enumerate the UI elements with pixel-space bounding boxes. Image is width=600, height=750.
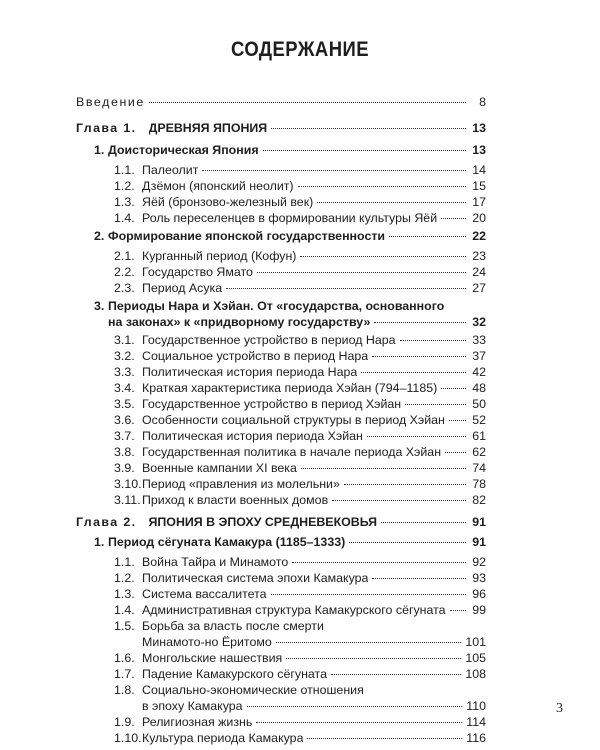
leader-dots <box>271 594 466 595</box>
subsection-title: Период «правления из молельни» <box>142 477 340 491</box>
leader-dots <box>441 218 466 219</box>
toc-subsection[interactable] <box>114 428 486 444</box>
subsection-number: 3.10. <box>114 477 142 491</box>
toc-subsection[interactable] <box>114 264 486 280</box>
toc-subsection[interactable] <box>114 396 486 412</box>
subsection-number: 1.5. <box>114 619 135 633</box>
subsection-title: Политическая история периода Хэйан <box>142 429 363 443</box>
subsection-number: 3.2. <box>114 349 135 363</box>
section-number: 2. <box>94 229 105 243</box>
leader-dots <box>441 388 466 389</box>
subsection-title: Приход к власти военных домов <box>142 493 329 507</box>
toc-page-number: 116 <box>466 731 486 745</box>
toc-entry-intro[interactable] <box>76 94 486 110</box>
subsection-number: 3.1. <box>114 333 135 347</box>
toc-page-number: 96 <box>472 587 486 601</box>
leader-dots <box>332 500 466 501</box>
toc-subsection[interactable] <box>114 586 486 602</box>
subsection-title-line2: Минамото-но Ёритомо <box>142 635 272 649</box>
subsection-title: Культура периода Камакура <box>142 731 304 745</box>
leader-dots <box>372 356 466 357</box>
toc-page-number: 32 <box>472 315 486 329</box>
toc-page-number: 48 <box>472 381 486 395</box>
subsection-title: Падение Камакурского сёгуната <box>142 667 327 681</box>
toc-page-number: 82 <box>472 493 486 507</box>
toc-section-1-1[interactable] <box>94 142 486 158</box>
toc-page-number: 13 <box>472 121 486 135</box>
subsection-title: Политическая система эпохи Камакура <box>142 571 369 585</box>
toc-page-number: 8 <box>479 95 486 109</box>
leader-dots <box>344 484 466 485</box>
toc-page-number: 101 <box>465 635 486 649</box>
leader-dots <box>149 102 466 103</box>
subsection-title: Военные кампании XI века <box>142 461 297 475</box>
leader-dots <box>247 706 463 707</box>
toc-page-number: 22 <box>472 229 486 243</box>
section-title: Формирование японской государственности <box>108 229 386 243</box>
toc-page-number: 74 <box>472 461 486 475</box>
leader-dots <box>317 202 466 203</box>
toc-section-1-3[interactable] <box>94 298 486 330</box>
section-number: 3. <box>94 299 105 313</box>
leader-dots <box>449 420 466 421</box>
leader-dots <box>300 256 466 257</box>
leader-dots <box>450 610 466 611</box>
subsection-title: Религиозная жизнь <box>142 715 253 729</box>
toc-subsection[interactable] <box>114 194 486 210</box>
subsection-title: Монгольские нашествия <box>142 651 283 665</box>
leader-dots <box>445 452 466 453</box>
subsection-number: 1.9. <box>114 715 135 729</box>
subsection-title: Политическая история периода Нара <box>142 365 358 379</box>
subsection-title: Особенности социальной структуры в период Хэйан <box>142 413 445 427</box>
toc-page-number: 27 <box>472 281 486 295</box>
leader-dots <box>301 468 466 469</box>
subsection-number: 1.4. <box>114 211 135 225</box>
subsection-number: 2.3. <box>114 281 135 295</box>
section-number: 1. <box>94 143 105 157</box>
toc-page-number: 61 <box>472 429 486 443</box>
subsection-title: Государственное устройство в период Нара <box>142 333 396 347</box>
toc-page-number: 108 <box>465 667 486 681</box>
toc-page-number: 114 <box>466 715 486 729</box>
toc-subsection[interactable] <box>114 570 486 586</box>
subsection-number: 3.8. <box>114 445 135 459</box>
toc-page-number: 91 <box>472 515 486 529</box>
leader-dots <box>226 288 466 289</box>
toc-subsection[interactable] <box>114 714 486 730</box>
subsection-number: 1.8. <box>114 683 135 697</box>
subsection-title-line1: Борьба за власть после смерти <box>142 619 324 633</box>
toc-subsection[interactable] <box>114 650 486 666</box>
leader-dots <box>405 404 466 405</box>
subsection-title: Яёй (бронзово-железный век) <box>142 195 314 209</box>
toc-section-1-2[interactable] <box>94 228 486 244</box>
page-title: СОДЕРЖАНИЕ <box>231 38 369 61</box>
toc-page-number: 17 <box>472 195 486 209</box>
subsection-number: 3.3. <box>114 365 135 379</box>
toc-page-number: 15 <box>472 179 486 193</box>
subsection-number: 1.3. <box>114 587 135 601</box>
subsection-number: 2.2. <box>114 265 135 279</box>
toc-page-number: 50 <box>472 397 486 411</box>
toc-subsection[interactable] <box>114 332 486 348</box>
subsection-number: 1.7. <box>114 667 135 681</box>
leader-dots <box>257 272 466 273</box>
subsection-title: Система вассалитета <box>142 587 267 601</box>
toc-subsection[interactable] <box>114 248 486 264</box>
toc-subsection[interactable] <box>114 210 486 226</box>
subsection-number: 1.2. <box>114 571 135 585</box>
toc-page-number: 93 <box>472 571 486 585</box>
section-title-line1: Периоды Нара и Хэйан. От «государства, основанного <box>108 299 445 313</box>
subsection-number: 1.1. <box>114 555 135 569</box>
toc-page-number: 24 <box>472 265 486 279</box>
leader-dots <box>298 186 466 187</box>
chapter-title: ДРЕВНЯЯ ЯПОНИЯ <box>148 121 268 135</box>
toc-chapter-2[interactable] <box>76 514 486 530</box>
toc-section-2-1[interactable] <box>94 534 486 550</box>
subsection-title: Палеолит <box>142 163 199 177</box>
leader-dots <box>263 150 466 151</box>
subsection-title: Социальное устройство в период Нара <box>142 349 369 363</box>
subsection-number: 3.7. <box>114 429 135 443</box>
leader-dots <box>307 738 462 739</box>
page-number: 3 <box>556 701 563 716</box>
toc-subsection-multiline[interactable] <box>114 618 486 650</box>
toc-subsection[interactable] <box>114 666 486 682</box>
toc-subsection[interactable] <box>114 178 486 194</box>
subsection-number: 1.4. <box>114 603 135 617</box>
toc-page-number: 52 <box>472 413 486 427</box>
toc-subsection[interactable] <box>114 492 486 508</box>
toc-subsection[interactable] <box>114 460 486 476</box>
section-number: 1. <box>94 535 105 549</box>
toc-subsection[interactable] <box>114 364 486 380</box>
subsection-title: Курганный период (Кофун) <box>142 249 297 263</box>
toc-page-number: 20 <box>472 211 486 225</box>
subsection-title: Война Тайра и Минамото <box>142 555 289 569</box>
leader-dots <box>400 340 466 341</box>
subsection-title: Государство Ямато <box>142 265 253 279</box>
leader-dots <box>389 236 466 237</box>
leader-dots <box>381 522 466 523</box>
leader-dots <box>286 658 461 659</box>
chapter-title: ЯПОНИЯ В ЭПОХУ СРЕДНЕВЕКОВЬЯ <box>148 515 378 529</box>
subsection-number: 3.6. <box>114 413 135 427</box>
leader-dots <box>372 578 466 579</box>
toc-page-number: 13 <box>472 143 486 157</box>
subsection-number: 3.11. <box>114 493 141 507</box>
subsection-number: 2.1. <box>114 249 135 263</box>
subsection-title: Государственная политика в начале периода Хэйан <box>142 445 442 459</box>
subsection-title: Краткая характеристика периода Хэйан (794–1185) <box>142 381 438 395</box>
subsection-number: 1.3. <box>114 195 135 209</box>
toc-page-number: 62 <box>472 445 486 459</box>
subsection-number: 1.1. <box>114 163 135 177</box>
leader-dots <box>292 562 466 563</box>
section-title-line2: на законах» к «придворному государству» <box>108 315 371 329</box>
toc-subsection[interactable] <box>114 348 486 364</box>
toc-subsection[interactable] <box>114 380 486 396</box>
subsection-title: Дзёмон (японский неолит) <box>142 179 294 193</box>
toc-page-number: 92 <box>472 555 486 569</box>
subsection-title-line1: Социально-экономические отношения <box>142 683 364 697</box>
subsection-number: 1.6. <box>114 651 135 665</box>
toc-entry-title: Введение <box>76 95 145 109</box>
leader-dots <box>256 722 462 723</box>
leader-dots <box>374 322 466 323</box>
subsection-number: 3.9. <box>114 461 135 475</box>
toc-subsection[interactable] <box>114 602 486 618</box>
leader-dots <box>202 170 466 171</box>
leader-dots <box>349 542 466 543</box>
subsection-title-line2: в эпоху Камакура <box>142 699 243 713</box>
toc-page-number: 42 <box>472 365 486 379</box>
toc-page-number: 78 <box>472 477 486 491</box>
subsection-number: 3.5. <box>114 397 135 411</box>
toc-page-number: 37 <box>472 349 486 363</box>
subsection-title: Роль переселенцев в формировании культуры Яёй <box>142 211 438 225</box>
subsection-number: 1.10. <box>114 731 142 745</box>
toc-subsection[interactable] <box>114 162 486 178</box>
section-title: Доисторическая Япония <box>108 143 259 157</box>
leader-dots <box>276 642 462 643</box>
leader-dots <box>361 372 466 373</box>
toc-subsection[interactable] <box>114 444 486 460</box>
toc-subsection[interactable] <box>114 730 486 746</box>
subsection-title: Административная структура Камакурского сёгуната <box>142 603 446 617</box>
toc-page-number: 23 <box>472 249 486 263</box>
chapter-number: Глава 1. <box>76 121 137 135</box>
leader-dots <box>331 674 461 675</box>
toc-subsection[interactable] <box>114 554 486 570</box>
subsection-number: 3.4. <box>114 381 135 395</box>
subsection-title: Государственное устройство в период Хэйан <box>142 397 402 411</box>
leader-dots <box>367 436 466 437</box>
toc-page-number: 99 <box>472 603 486 617</box>
subsection-number: 1.2. <box>114 179 135 193</box>
toc-page-number: 110 <box>466 699 486 713</box>
chapter-number: Глава 2. <box>76 515 137 529</box>
section-title: Период сёгуната Камакура (1185–1333) <box>108 535 346 549</box>
toc-page-number: 33 <box>472 333 486 347</box>
leader-dots <box>271 128 466 129</box>
toc-page-number: 91 <box>472 535 486 549</box>
toc-subsection[interactable] <box>114 476 486 492</box>
toc-subsection[interactable] <box>114 280 486 296</box>
toc-subsection-multiline[interactable] <box>114 682 486 714</box>
toc-chapter-1[interactable] <box>76 120 486 136</box>
toc-page-number: 105 <box>465 651 486 665</box>
toc-page-number: 14 <box>472 163 486 177</box>
subsection-title: Период Асука <box>142 281 223 295</box>
toc-subsection[interactable] <box>114 412 486 428</box>
